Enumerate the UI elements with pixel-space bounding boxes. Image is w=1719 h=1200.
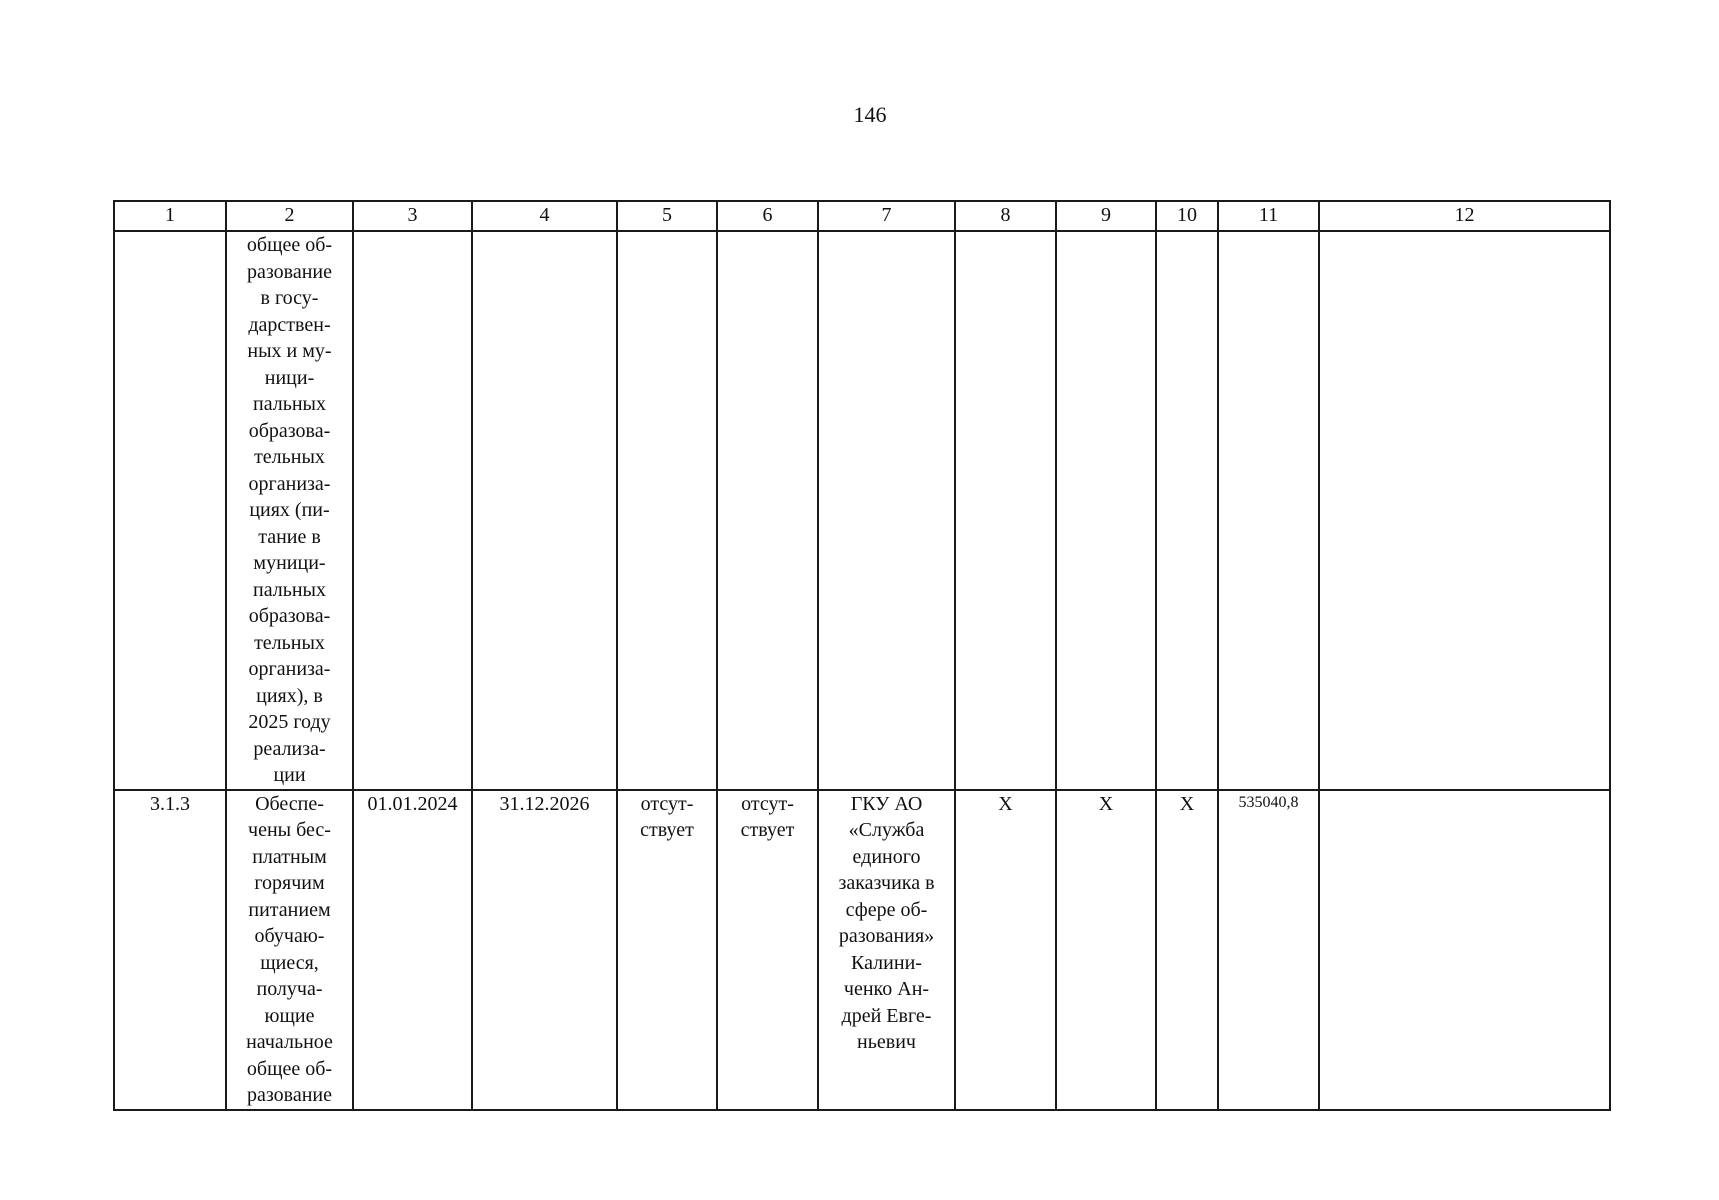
measures-table (113, 200, 1611, 1111)
cell-col6: отсут- ствует (717, 790, 818, 1110)
cell-col5: отсут- ствует (617, 790, 717, 1110)
column-header: 8 (955, 201, 1056, 231)
cell-start-date (353, 231, 472, 790)
table-row (114, 790, 1610, 1110)
cell-end-date: 31.12.2026 (472, 790, 617, 1110)
cell-responsible (818, 231, 955, 790)
column-header: 5 (617, 201, 717, 231)
cell-responsible: ГКУ АО «Служба единого заказчика в сфере об- разования» Калини- ченко Ан- дрей Евге- ньевич (818, 790, 955, 1110)
cell-start-date: 01.01.2024 (353, 790, 472, 1110)
column-header: 7 (818, 201, 955, 231)
column-header: 3 (353, 201, 472, 231)
table-row (114, 231, 1610, 790)
column-header: 12 (1319, 201, 1610, 231)
column-header: 4 (472, 201, 617, 231)
column-header: 2 (226, 201, 353, 231)
page-number: 146 (853, 102, 887, 127)
cell-amount (1218, 231, 1319, 790)
cell-description: общее об- разование в госу- дарствен- ных и му- ници- пальных образова- тельных организа- циях (пи- тание в муници- пальных образова- тельных организа- циях), в 2025 году реализа- ции (226, 231, 353, 790)
cell-number (114, 231, 226, 790)
column-header: 6 (717, 201, 818, 231)
cell-col5 (617, 231, 717, 790)
cell-col8: X (955, 790, 1056, 1110)
cell-col10 (1156, 231, 1218, 790)
column-header: 9 (1056, 201, 1156, 231)
cell-number: 3.1.3 (114, 790, 226, 1110)
column-header: 1 (114, 201, 226, 231)
cell-end-date (472, 231, 617, 790)
cell-col10: X (1156, 790, 1218, 1110)
column-header: 11 (1218, 201, 1319, 231)
cell-col9 (1056, 231, 1156, 790)
header-row (114, 201, 1610, 231)
cell-description: Обеспе- чены бес- платным горячим питанием обучаю- щиеся, получа- ющие начальное общее об- разование (226, 790, 353, 1110)
cell-col6 (717, 231, 818, 790)
cell-col12 (1319, 790, 1610, 1110)
cell-amount: 535040,8 (1218, 790, 1319, 1110)
column-header: 10 (1156, 201, 1218, 231)
cell-col9: X (1056, 790, 1156, 1110)
cell-col12 (1319, 231, 1610, 790)
cell-col8 (955, 231, 1056, 790)
